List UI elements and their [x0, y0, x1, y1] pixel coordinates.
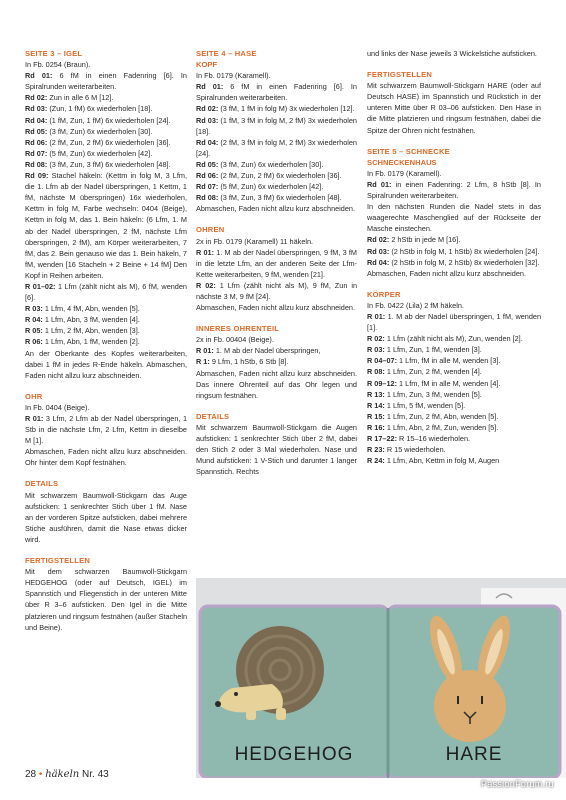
instruction-row [367, 333, 541, 344]
instruction-row [196, 356, 357, 367]
instruction-row [196, 103, 357, 114]
instruction-row [367, 179, 541, 201]
row-key: R 01–02: [25, 281, 56, 291]
row-key: R 17–22: [367, 434, 398, 443]
igel-tail: An der Oberkante des Kopfes weiterarbeiten, dabei 1 fM in jedes R-Ende häkeln. Abmaschen, Faden nicht allzu kurz abschneiden. [25, 348, 187, 380]
row-key: Rd 08: [196, 193, 219, 203]
instruction-row [196, 170, 357, 181]
row-key: Rd 03: [25, 104, 48, 114]
section-title-ohren: OHREN [196, 225, 225, 235]
instruction-row [25, 148, 187, 159]
ohren-rows [196, 247, 357, 302]
row-key: Rd 06: [196, 171, 219, 181]
instruction-row [196, 192, 357, 203]
section-title-hase: SEITE 4 – HASE [196, 49, 257, 58]
kopf-color: In Fb. 0179 (Karamell). [196, 71, 271, 81]
row-text: (1 fM, Zun, 1 fM) 6x wiederholen [24]. [47, 115, 171, 125]
row-text: Stachel häkeln: (Kettm in folg M, 3 Lfm, die 1. Lfm ab der Nadel überspringen, 1 Kettm, 1 fM, nächste M überspringen) 16x wiederholen, Kettm in folg M, Farbe wechseln: 0404 (Beige), Kettm in folg M, das 1. Bein häkeln: (6 Lfm, 1. M ab der Nadel überspringen, 2 fM, nächste Lfm überspringen, 2 fM), am Körper weiterarbeiten, 7 fM, das 2. Bein genauso wie das 1. Bein häkeln, 7 fM, wenden [16 Stacheln + 2 Beine + 14 fM] Den Kopf in Reihen arbeiten. [25, 171, 187, 280]
row-text: 1 Lfm, Zun, 2 fM, Abn, wenden [5]. [384, 411, 499, 421]
inner-rows [196, 345, 357, 367]
label-hare: HARE [445, 744, 503, 765]
instruction-row [367, 257, 541, 268]
row-key: Rd 07: [196, 182, 219, 192]
details-text: Mit schwarzem Baumwoll-Stickgarn das Auge aufsticken: 1 senkrechter Stich über 1 fM. Nase an der vorderen Spitze aufsticken, dabei mehrere Stiche ausführen, damit die Nase etwas dicker wird. [25, 490, 187, 544]
instruction-row [367, 433, 541, 444]
instruction-row [196, 81, 357, 103]
row-text: (2 hStb in folg M, 2 hStb) 8x wiederholen [32]. [389, 257, 540, 267]
row-text: 1. M ab der Nadel überspringen, 1 fM, wenden [1]. [367, 311, 542, 333]
row-text: 1 Lfm, fM in alle M, wenden [3]. [397, 356, 501, 366]
instruction-row [196, 159, 357, 170]
row-text: 1 Lfm, Abn, 1 fM, wenden [2]. [42, 337, 140, 347]
column-left [25, 48, 187, 633]
row-key: Rd 08: [25, 159, 48, 169]
section-title-igel: SEITE 3 – IGEL [25, 49, 83, 58]
instruction-row [25, 103, 187, 114]
row-text: 1 Lfm, Abn, 2 fM, Zun, wenden [5]. [384, 422, 499, 432]
row-key: R 14: [367, 400, 385, 410]
row-text: 1 Lfm, Zun, 1 fM, wenden [3]. [384, 345, 482, 355]
kopf-rows [196, 81, 357, 203]
instruction-row [25, 336, 187, 347]
instruction-row [367, 234, 541, 245]
row-text: (2 fM, Zun, 2 fM) 6x wiederholen [36]. [47, 137, 171, 147]
row-text: 1 Lfm (zählt nicht als M), Zun, wenden [2]. [384, 334, 523, 344]
row-key: Rd 01: [196, 82, 224, 92]
row-text: 1 Lfm, fM in alle M, wenden [4]. [397, 378, 501, 388]
section-title-schnecke: SEITE 5 – SCHNECKE [367, 146, 450, 156]
row-text: 1 Lfm, Zun, 3 fM, wenden [5]. [384, 389, 482, 399]
instruction-row [25, 325, 187, 336]
instruction-row [196, 345, 357, 356]
instruction-row [367, 411, 541, 422]
row-key: Rd 03: [196, 115, 219, 125]
inner-color: 2x in Fb. 00404 (Beige). [196, 335, 274, 345]
instruction-row [367, 389, 541, 400]
row-text: 1 Lfm, Zun, 2 fM, wenden [4]. [384, 367, 482, 377]
row-key: R 15: [367, 411, 385, 421]
instruction-row [196, 280, 357, 302]
row-key: R 02: [367, 334, 385, 344]
product-photo [196, 578, 566, 778]
haus-mid: In den nächsten Runden die Nadel stets in das waagerechte Maschenglied auf der Rückseite der Masche einstechen. [367, 202, 541, 234]
watermark: PassionForum.ru [480, 779, 554, 789]
row-text: (2 fM, 3 fM in folg M, 2 fM) 3x wiederholen [24]. [196, 137, 357, 158]
instruction-row [367, 311, 541, 333]
instruction-row [367, 444, 541, 455]
row-text: 1 Lfm, Abn, Kettm in folg M, Augen [384, 456, 500, 466]
column-right [367, 48, 541, 466]
row-text: in einen Fadenring: 2 Lfm, 8 hStb [8]. In Spiralrunden weiterarbeiten. [367, 179, 541, 201]
row-key: R 09–12: [367, 378, 398, 388]
fertigstellen-hase-text: Mit schwarzem Baumwoll-Stickgarn HARE (oder auf Deutsch HASE) im Spannstich und Rückstich in der unteren Mitte über R 03–06 aufsticken. Den Hase in die Mitte platzieren und ringsum festnähen, dabei die Spitze der Ohren nicht festnähen. [367, 81, 541, 135]
ohr-color: In Fb. 0404 (Beige). [25, 402, 90, 412]
koerper-rows [367, 311, 541, 466]
inner-tail: Abmaschen, Faden nicht allzu kurz abschneiden. Das innere Ohrenteil auf das Ohr legen und ringsum festnähen. [196, 368, 357, 400]
row-key: Rd 05: [196, 159, 219, 169]
haus-tail: Abmaschen, Faden nicht allzu kurz abschneiden. [367, 268, 527, 278]
row-key: R 01: [25, 414, 44, 423]
row-text: (3 fM, Zun, 3 fM) 6x wiederholen [48]. [47, 159, 171, 169]
instruction-row [196, 247, 357, 280]
instruction-row [25, 413, 187, 446]
instruction-row [367, 366, 541, 377]
row-key: R 01: [196, 346, 214, 356]
row-text: (5 fM, Zun) 6x wiederholen [42]. [47, 148, 153, 158]
instruction-row [367, 355, 541, 366]
instruction-row [367, 246, 541, 257]
row-text: 1 Lfm, 5 fM, wenden [5]. [384, 400, 466, 410]
instruction-row [25, 314, 187, 325]
instruction-row [367, 378, 541, 389]
instruction-row [367, 422, 541, 433]
footer-separator: • [38, 769, 43, 780]
row-key: R 03: [25, 304, 43, 314]
instruction-row [25, 92, 187, 103]
kopf-tail: Abmaschen, Faden nicht allzu kurz abschneiden. [196, 204, 356, 214]
row-text: (Zun, 1 fM) 6x wiederholen [18]. [47, 104, 153, 114]
instruction-row [25, 159, 187, 170]
row-key: Rd 02: [25, 93, 48, 103]
instruction-row [25, 281, 187, 303]
row-text: (2 hStb in folg M, 1 hStb) 8x wiederholen [24]. [389, 246, 540, 256]
igel-color: In Fb. 0254 (Braun). [25, 60, 91, 70]
section-title-koerper: KÖRPER [367, 289, 401, 299]
column-middle [196, 48, 357, 477]
instruction-row [25, 126, 187, 137]
row-text: (1 fM, 3 fM in folg M, 2 fM) 3x wiederholen [18]. [196, 115, 357, 136]
row-text: (3 fM, Zun) 6x wiederholen [30]. [47, 126, 153, 136]
instruction-row [367, 344, 541, 355]
row-key: Rd 04: [367, 257, 390, 267]
row-key: Rd 05: [25, 126, 48, 136]
row-text: 1. M ab der Nadel überspringen, [213, 346, 321, 356]
section-title-inneres-ohrenteil: INNERES OHRENTEIL [196, 324, 280, 334]
hase-intro: und links der Nase jeweils 3 Wickelstiche aufsticken. [367, 49, 537, 58]
koerper-color: In Fb. 0422 (Lila) 2 fM häkeln. [367, 300, 464, 310]
issue-number: Nr. 43 [82, 769, 109, 780]
ohren-tail: Abmaschen, Faden nicht allzu kurz abschneiden. [196, 303, 356, 313]
instruction-row [196, 137, 357, 159]
row-key: R 06: [25, 337, 43, 347]
ohr-tail: Abmaschen, Faden nicht allzu kurz abschneiden. Ohr hinter dem Kopf festnähen. [25, 447, 187, 468]
instruction-row [25, 137, 187, 148]
subtitle-schneckenhaus: SCHNECKENHAUS [367, 157, 437, 167]
row-text: 1 Lfm, 2 fM, Abn, wenden [3]. [42, 326, 140, 336]
section-title-fertigstellen: FERTIGSTELLEN [25, 556, 91, 566]
row-key: Rd 03: [367, 246, 390, 256]
row-key: R 04: [25, 315, 43, 325]
row-key: Rd 06: [25, 137, 48, 147]
row-key: Rd 09: [25, 171, 49, 181]
instruction-row [196, 181, 357, 192]
subtitle-kopf: KOPF [196, 60, 218, 70]
row-key: R 13: [367, 389, 385, 399]
section-title-details-hase: DETAILS [196, 411, 230, 421]
haus-rows-2 [367, 234, 541, 267]
row-text: 3 Lfm, 2 Lfm ab der Nadel überspringen, 1 Stb in die nächste Lfm, 2 Lfm, Kettm in dieselbe M [1]. [25, 414, 187, 446]
instruction-row [25, 70, 187, 92]
row-text: (3 fM, 1 fM in folg M) 3x wiederholen [12]. [218, 104, 355, 114]
row-text: 6 fM in einen Fadenring [6]. In Spiralrunden weiterarbeiten. [25, 71, 187, 92]
row-text: (3 fM, Zun, 3 fM) 6x wiederholen [48]. [218, 193, 342, 203]
row-text: (3 fM, Zun) 6x wiederholen [30]. [218, 159, 324, 169]
page-number: 28 [25, 769, 37, 780]
row-key: Rd 04: [196, 137, 219, 147]
details-hase-text: Mit schwarzem Baumwoll-Stickgarn die Augen aufsticken: 1 senkrechter Stich über 2 fM, dabei den Stich 2 oder 3 Mal wiederholen. Nase und Mund aufsticken: 1 V-Stich und darunter 1 langer Spannstich. Rechts [196, 422, 357, 477]
row-key: Rd 01: [25, 71, 53, 81]
row-key: Rd 02: [367, 235, 390, 245]
row-key: R 24: [367, 456, 385, 466]
instruction-row [25, 303, 187, 314]
fertigstellen-text: Mit dem schwarzen Baumwoll-Stickgarn HEDGEHOG (oder auf Deutsch, IGEL) im Spannstich und Fliegenstich in der unteren Mitte über R 3–6 aufsticken. Den Igel in die Mitte platzieren und ringsum festnähen (außer Stacheln und Beine). [25, 567, 187, 632]
row-key: Rd 04: [25, 115, 48, 125]
section-title-fertigstellen-hase: FERTIGSTELLEN [367, 70, 433, 80]
haus-rows [367, 179, 541, 201]
row-text: (5 fM, Zun) 6x wiederholen [42]. [218, 182, 324, 192]
row-key: R 05: [25, 326, 43, 336]
instruction-row [25, 170, 187, 281]
row-text: (2 fM, Zun, 2 fM) 6x wiederholen [36]. [218, 171, 342, 181]
row-key: R 03: [367, 345, 385, 355]
row-key: R 04–07: [367, 356, 398, 366]
row-text: 1 Lfm (zählt nicht als M), 9 fM, Zun in nächste 3 M, 9 fM [24]. [196, 280, 358, 301]
instruction-row [196, 115, 357, 137]
igel-rows [25, 70, 187, 347]
ohren-color: 2x in Fb. 0179 (Karamell) 11 häkeln. [196, 236, 314, 246]
row-key: Rd 01: [367, 179, 392, 189]
row-text: 9 Lfm, 1 hStb, 6 Stb [8]. [209, 357, 289, 367]
instruction-row [367, 455, 541, 466]
row-key: Rd 07: [25, 148, 48, 158]
row-key: R 1: [196, 357, 210, 367]
row-text: 1 Lfm, 4 fM, Abn, wenden [5]. [42, 304, 140, 314]
row-key: R 16: [367, 422, 385, 432]
row-text: R 15–16 wiederholen. [397, 434, 471, 443]
row-text: 6 fM in einen Fadenring [6]. In Spiralrunden weiterarbeiten. [196, 82, 357, 103]
haus-color: In Fb. 0179 (Karamell). [367, 168, 442, 178]
section-title-ohr: OHR [25, 391, 43, 401]
row-text: Zun in alle 6 M [12]. [47, 93, 114, 103]
row-text: 1. M ab der Nadel überspringen, 9 fM, 3 fM in die letzte Lfm, an der anderen Seite der Lfm-Kette weiterarbeiten, 9 fM, wenden [21]. [196, 247, 357, 279]
row-key: R 02: [196, 280, 216, 290]
row-text: 1 Lfm (zählt nicht als M), 6 fM, wenden [6]. [25, 281, 187, 303]
crochet-book-illustration [196, 578, 566, 778]
instruction-row [367, 400, 541, 411]
row-key: Rd 02: [196, 104, 219, 114]
row-key: R 01: [196, 247, 215, 257]
row-key: R 08: [367, 367, 385, 377]
row-key: R 01: [367, 311, 386, 321]
magazine-name: häkeln [45, 769, 80, 780]
row-text: R 15 wiederholen. [384, 445, 446, 455]
instruction-row [25, 115, 187, 126]
row-key: R 23: [367, 445, 385, 455]
label-hedgehog: HEDGEHOG [234, 744, 354, 765]
row-text: 1 Lfm, Abn, 3 fM, wenden [4]. [42, 315, 140, 325]
section-title-details: DETAILS [25, 479, 59, 489]
row-text: 2 hStb in jede M [16]. [389, 235, 461, 245]
ohr-rows [25, 413, 187, 446]
page-footer [25, 769, 109, 780]
